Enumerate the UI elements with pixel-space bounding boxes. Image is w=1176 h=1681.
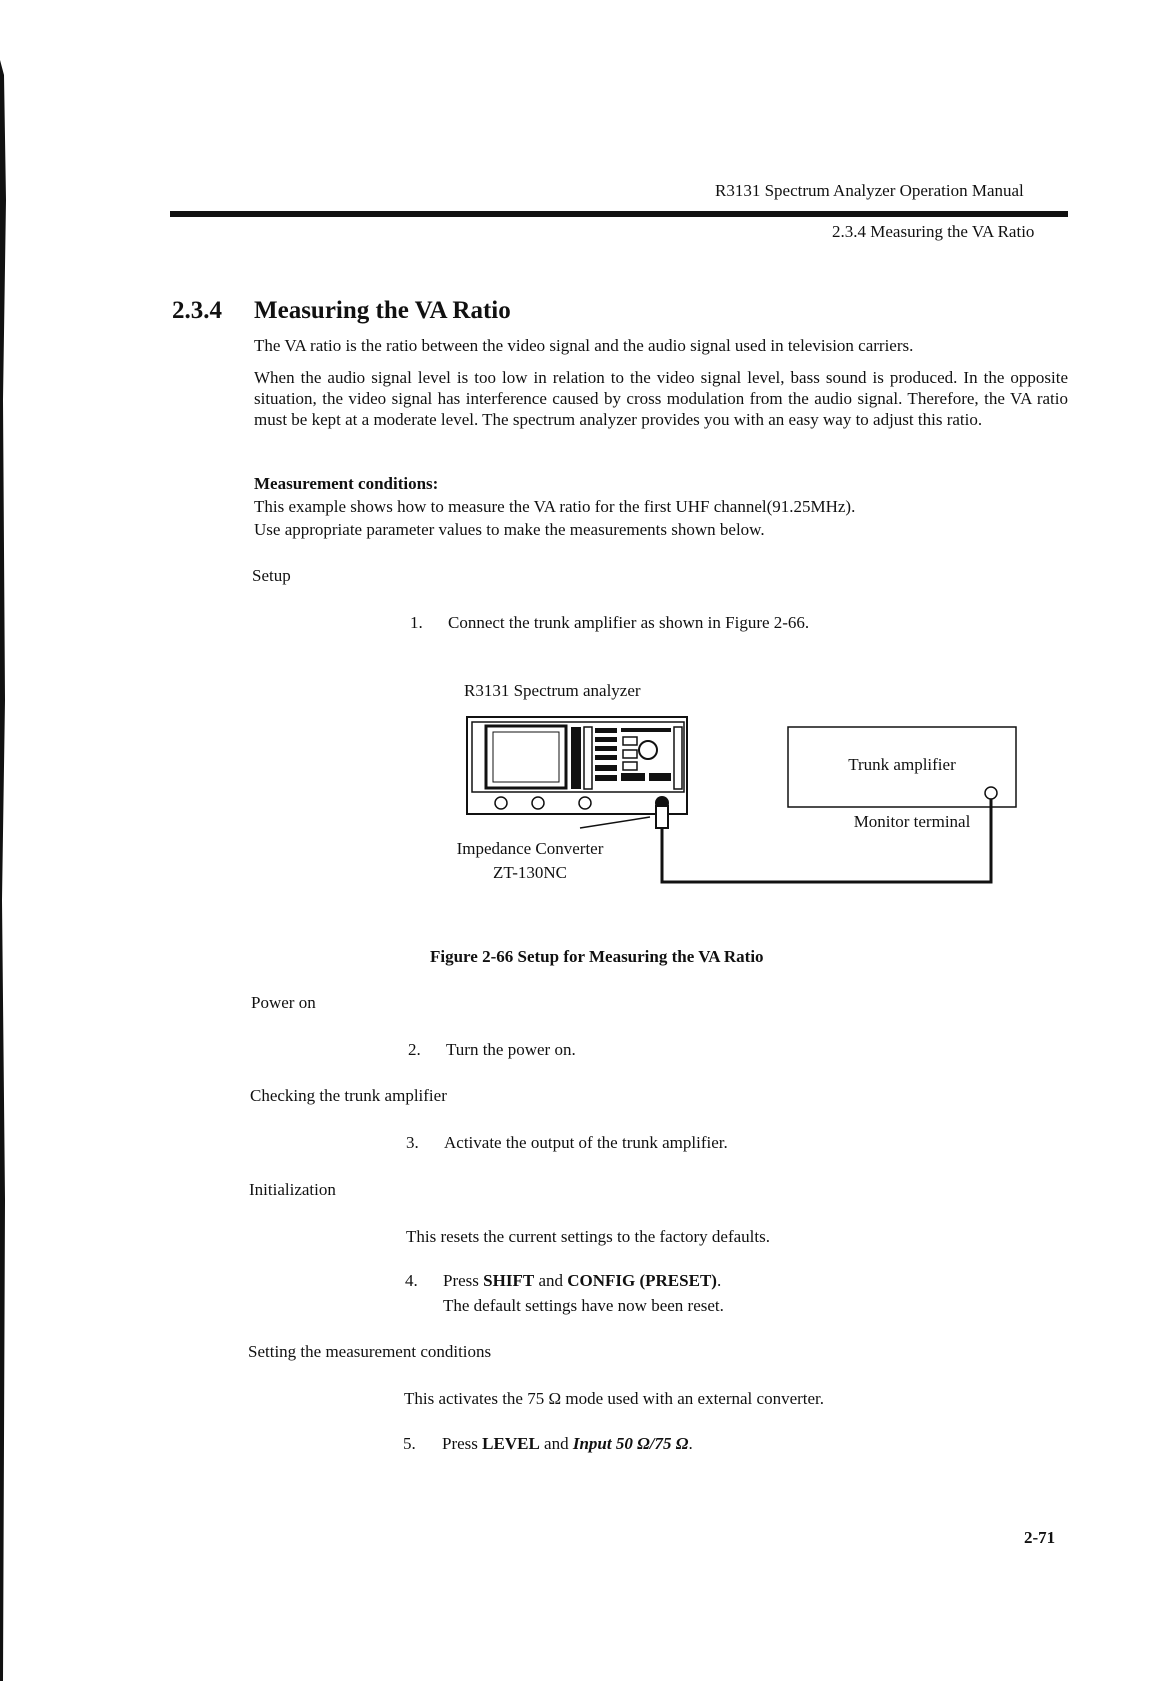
step-4-text — [443, 1271, 721, 1291]
step-3-text: Activate the output of the trunk amplifier. — [444, 1133, 728, 1152]
step-4-number: 4. — [405, 1271, 418, 1290]
step-4-and: and — [534, 1271, 568, 1290]
connection-cable — [662, 789, 991, 882]
step-5-text — [442, 1434, 693, 1454]
intro-paragraph-1: The VA ratio is the ratio between the video signal and the audio signal used in television carriers. — [254, 336, 914, 355]
conditions-line-1: This example shows how to measure the VA ratio for the first UHF channel(91.25MHz). — [254, 497, 856, 516]
step-1-number: 1. — [410, 613, 423, 632]
trunk-amplifier-label: Trunk amplifier — [848, 755, 956, 774]
shift-key-ref: SHIFT — [483, 1271, 535, 1290]
input-impedance-softkey-ref: Input 50 Ω/75 Ω — [572, 1434, 689, 1453]
step-5-number: 5. — [403, 1434, 416, 1453]
step-4-press: Press — [443, 1271, 484, 1290]
step-4-end: . — [716, 1271, 722, 1290]
spectrum-analyzer-icon — [467, 717, 687, 814]
setup-label: Setup — [252, 566, 291, 585]
measurement-description: This activates the 75 Ω mode used with an external converter. — [404, 1389, 825, 1408]
step-5-end: . — [688, 1434, 693, 1453]
header-rule — [170, 211, 1068, 217]
monitor-terminal-connector-icon — [985, 787, 997, 799]
section-number: 2.3.4 — [172, 297, 222, 324]
step-2-text: Turn the power on. — [446, 1040, 576, 1059]
step-2-number: 2. — [408, 1040, 421, 1059]
monitor-terminal-label: Monitor terminal — [853, 812, 971, 831]
setup-figure — [440, 675, 1030, 895]
measurement-conditions-label: Setting the measurement conditions — [248, 1342, 492, 1361]
initialization-description: This resets the current settings to the factory defaults. — [406, 1227, 770, 1246]
converter-label-line-2: ZT-130NC — [493, 863, 567, 882]
figure-caption: Figure 2-66 Setup for Measuring the VA Ratio — [430, 947, 764, 966]
step-1-text: Connect the trunk amplifier as shown in Figure 2-66. — [448, 613, 810, 632]
power-on-label: Power on — [251, 993, 316, 1012]
analyzer-label: R3131 Spectrum analyzer — [464, 681, 641, 700]
initialization-label: Initialization — [249, 1180, 336, 1199]
step-5-press: Press — [442, 1434, 483, 1453]
header-section-ref: 2.3.4 Measuring the VA Ratio — [832, 222, 1035, 241]
step-3-number: 3. — [406, 1133, 419, 1152]
level-key-ref: LEVEL — [482, 1434, 540, 1453]
section-title: Measuring the VA Ratio — [254, 297, 511, 324]
scan-edge-artifact — [0, 0, 12, 1681]
config-preset-key-ref: CONFIG (PRESET) — [567, 1271, 717, 1290]
conditions-line-2: Use appropriate parameter values to make the measurements shown below. — [254, 520, 765, 539]
intro-paragraph-2: When the audio signal level is too low in relation to the video signal level, bass sound is produced. In the opposite situation, the video signal has interference caused by cross modulation from the audio signal. Therefore, the VA ratio must be kept at a moderate level. The spectrum analyzer provides you with an easy way to adjust this ratio. — [254, 368, 1068, 429]
header-manual-title: R3131 Spectrum Analyzer Operation Manual — [715, 181, 1024, 200]
impedance-converter-icon — [656, 806, 668, 828]
checking-label: Checking the trunk amplifier — [250, 1086, 447, 1105]
page-number: 2-71 — [1024, 1528, 1056, 1547]
converter-leader-line — [580, 817, 650, 828]
step-5-and: and — [539, 1434, 573, 1453]
step-4-result: The default settings have now been reset. — [443, 1296, 724, 1315]
converter-label-line-1: Impedance Converter — [456, 839, 604, 858]
conditions-heading: Measurement conditions: — [254, 474, 439, 493]
